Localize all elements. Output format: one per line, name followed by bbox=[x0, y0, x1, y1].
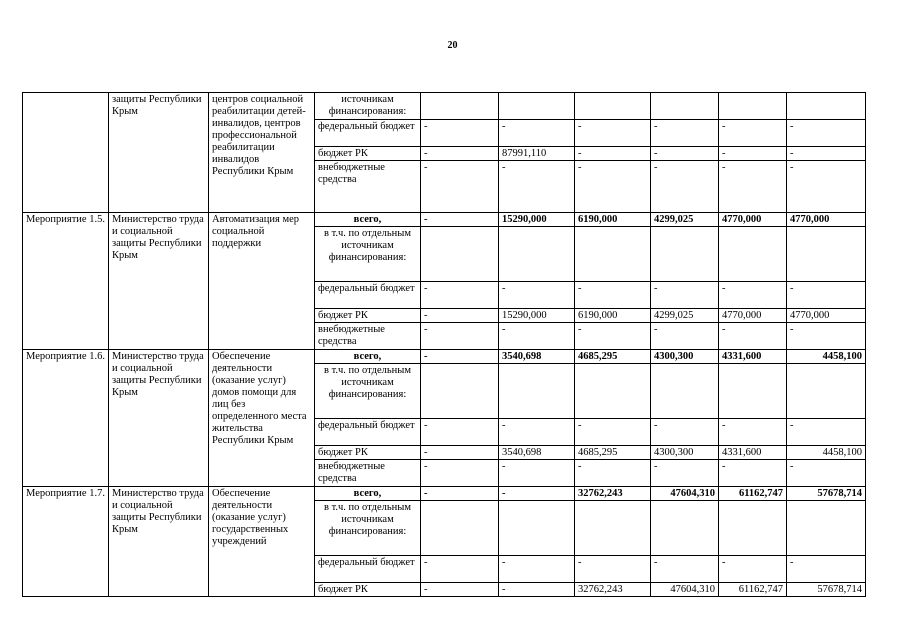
value-cell bbox=[719, 93, 787, 120]
value-cell: - bbox=[575, 120, 651, 147]
value-cell bbox=[421, 93, 499, 120]
value-cell: 15290,000 bbox=[499, 309, 575, 323]
value-cell: 4300,300 bbox=[651, 350, 719, 364]
value-cell: - bbox=[787, 161, 866, 213]
indicator-cell: Обеспечение деятельности (оказание услуг) домов помощи для лиц без определенного места жительства Республики Крым bbox=[209, 350, 315, 487]
value-cell bbox=[787, 93, 866, 120]
source-cell: федеральный бюджет bbox=[315, 120, 421, 147]
value-cell: - bbox=[719, 556, 787, 583]
value-cell: - bbox=[575, 460, 651, 487]
source-cell: бюджет РК bbox=[315, 446, 421, 460]
value-cell: - bbox=[421, 323, 499, 350]
value-cell: 4685,295 bbox=[575, 350, 651, 364]
value-cell: 4331,600 bbox=[719, 446, 787, 460]
incl-label-cell: в т.ч. по отдельным источникам финансирования: bbox=[315, 501, 421, 556]
value-cell: 4300,300 bbox=[651, 446, 719, 460]
value-cell: - bbox=[421, 446, 499, 460]
table-row bbox=[23, 93, 866, 120]
indicator-cell: Автоматизация мер социальной поддержки bbox=[209, 213, 315, 350]
value-cell: - bbox=[651, 161, 719, 213]
source-cell: внебюджетные средства bbox=[315, 460, 421, 487]
executor-cell: Министерство труда и социальной защиты Республики Крым bbox=[109, 350, 209, 487]
value-cell: - bbox=[787, 419, 866, 446]
indicator-cell: Обеспечение деятельности (оказание услуг) государственных учреждений bbox=[209, 487, 315, 597]
value-cell: - bbox=[719, 147, 787, 161]
total-label-cell: всего, bbox=[315, 350, 421, 364]
value-cell: - bbox=[421, 556, 499, 583]
source-cell: федеральный бюджет bbox=[315, 419, 421, 446]
value-cell: - bbox=[421, 120, 499, 147]
value-cell: - bbox=[421, 213, 499, 227]
value-cell: - bbox=[575, 419, 651, 446]
value-cell: 4685,295 bbox=[575, 446, 651, 460]
value-cell: - bbox=[719, 120, 787, 147]
value-cell: - bbox=[421, 161, 499, 213]
table-row bbox=[23, 350, 866, 364]
value-cell: - bbox=[575, 282, 651, 309]
indicator-cell: центров социальной реабилитации детей-инвалидов, центров профессиональной реабилитации инвалидов Республики Крым bbox=[209, 93, 315, 213]
source-cell: внебюджетные средства bbox=[315, 323, 421, 350]
value-cell: 4458,100 bbox=[787, 446, 866, 460]
source-cell: федеральный бюджет bbox=[315, 556, 421, 583]
measure-cell: Мероприятие 1.6. bbox=[23, 350, 109, 487]
value-cell: 4299,025 bbox=[651, 213, 719, 227]
source-cell: внебюджетные средства bbox=[315, 161, 421, 213]
value-cell: - bbox=[719, 460, 787, 487]
value-cell: - bbox=[787, 460, 866, 487]
value-cell: - bbox=[651, 419, 719, 446]
value-cell: - bbox=[421, 309, 499, 323]
value-cell: - bbox=[787, 282, 866, 309]
value-cell: 32762,243 bbox=[575, 487, 651, 501]
value-cell: - bbox=[719, 419, 787, 446]
source-cell: бюджет РК bbox=[315, 583, 421, 597]
value-cell: 57678,714 bbox=[787, 583, 866, 597]
value-cell: - bbox=[499, 487, 575, 501]
value-cell: - bbox=[421, 583, 499, 597]
value-cell: - bbox=[787, 147, 866, 161]
value-cell: - bbox=[575, 147, 651, 161]
value-cell: 47604,310 bbox=[651, 487, 719, 501]
value-cell: - bbox=[499, 161, 575, 213]
value-cell: 15290,000 bbox=[499, 213, 575, 227]
value-cell bbox=[575, 93, 651, 120]
value-cell: 47604,310 bbox=[651, 583, 719, 597]
value-cell: 4458,100 bbox=[787, 350, 866, 364]
total-label-cell: всего, bbox=[315, 213, 421, 227]
incl-label-cell: в т.ч. по отдельным источникам финансирования: bbox=[315, 364, 421, 419]
value-cell bbox=[651, 93, 719, 120]
executor-cell: Министерство труда и социальной защиты Республики Крым bbox=[109, 213, 209, 350]
value-cell: 3540,698 bbox=[499, 446, 575, 460]
value-cell: - bbox=[575, 556, 651, 583]
value-cell: 3540,698 bbox=[499, 350, 575, 364]
executor-cell: защиты Республики Крым bbox=[109, 93, 209, 213]
value-cell: - bbox=[651, 323, 719, 350]
value-cell: - bbox=[651, 556, 719, 583]
source-cell: бюджет РК bbox=[315, 147, 421, 161]
value-cell: 6190,000 bbox=[575, 309, 651, 323]
value-cell: - bbox=[421, 350, 499, 364]
value-cell: - bbox=[719, 282, 787, 309]
page-number: 20 bbox=[447, 40, 458, 51]
value-cell: - bbox=[575, 323, 651, 350]
value-cell: - bbox=[499, 120, 575, 147]
budget-table bbox=[22, 92, 866, 597]
value-cell: - bbox=[499, 282, 575, 309]
value-cell: - bbox=[499, 460, 575, 487]
source-cell: федеральный бюджет bbox=[315, 282, 421, 309]
executor-cell: Министерство труда и социальной защиты Республики Крым bbox=[109, 487, 209, 597]
value-cell: 4770,000 bbox=[787, 309, 866, 323]
value-cell: - bbox=[651, 120, 719, 147]
value-cell: - bbox=[787, 556, 866, 583]
value-cell bbox=[499, 93, 575, 120]
value-cell: 4299,025 bbox=[651, 309, 719, 323]
value-cell: 4770,000 bbox=[719, 309, 787, 323]
value-cell: 32762,243 bbox=[575, 583, 651, 597]
value-cell: - bbox=[499, 419, 575, 446]
table-row bbox=[23, 213, 866, 227]
value-cell: - bbox=[575, 161, 651, 213]
measure-cell: Мероприятие 1.7. bbox=[23, 487, 109, 597]
value-cell: - bbox=[499, 583, 575, 597]
value-cell: - bbox=[421, 419, 499, 446]
value-cell: - bbox=[787, 323, 866, 350]
measure-cell bbox=[23, 93, 109, 213]
value-cell: 4331,600 bbox=[719, 350, 787, 364]
value-cell: - bbox=[719, 323, 787, 350]
source-cell: бюджет РК bbox=[315, 309, 421, 323]
value-cell: 61162,747 bbox=[719, 583, 787, 597]
value-cell: 6190,000 bbox=[575, 213, 651, 227]
incl-label-cell: в т.ч. по отдельным источникам финансирования: bbox=[315, 227, 421, 282]
value-cell: - bbox=[421, 147, 499, 161]
source-cell: источникам финансирования: bbox=[315, 93, 421, 120]
value-cell: 61162,747 bbox=[719, 487, 787, 501]
value-cell: 57678,714 bbox=[787, 487, 866, 501]
value-cell: - bbox=[651, 147, 719, 161]
value-cell: - bbox=[651, 282, 719, 309]
value-cell: - bbox=[421, 487, 499, 501]
value-cell: - bbox=[499, 556, 575, 583]
value-cell: - bbox=[719, 161, 787, 213]
total-label-cell: всего, bbox=[315, 487, 421, 501]
value-cell: - bbox=[499, 323, 575, 350]
measure-cell: Мероприятие 1.5. bbox=[23, 213, 109, 350]
value-cell: 4770,000 bbox=[787, 213, 866, 227]
value-cell: - bbox=[787, 120, 866, 147]
value-cell: - bbox=[651, 460, 719, 487]
value-cell: 87991,110 bbox=[499, 147, 575, 161]
value-cell: - bbox=[421, 460, 499, 487]
table-row bbox=[23, 487, 866, 501]
value-cell: 4770,000 bbox=[719, 213, 787, 227]
value-cell: - bbox=[421, 282, 499, 309]
